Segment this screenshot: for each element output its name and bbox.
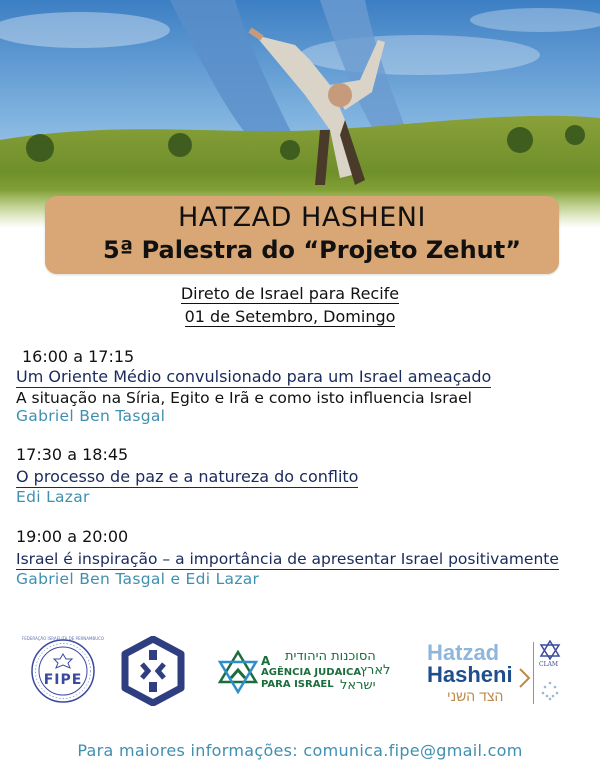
jewish-agency-logo: [215, 648, 405, 698]
session-speaker: Edi Lazar: [16, 488, 90, 506]
event-title: HATZAD HASHENI: [178, 202, 426, 233]
session-speaker: Gabriel Ben Tasgal e Edi Lazar: [16, 570, 260, 588]
venue-text: Direto de Israel para Recife: [180, 284, 400, 303]
session-title: Israel é inspiração – a importância de apresentar Israel positivamente: [16, 550, 559, 568]
session-time: 16:00 a 17:15: [22, 347, 135, 366]
clam-text: CLAM: [539, 661, 559, 668]
sponsor-logos: [0, 630, 600, 720]
date-line: [0, 307, 580, 326]
session-3: [16, 527, 596, 588]
jaf-pt-1: AGÊNCIA JUDAICA: [261, 667, 362, 678]
session-speaker: Gabriel Ben Tasgal: [16, 407, 166, 425]
session-title: Um Oriente Médio convulsionado para um Israel ameaçado: [16, 367, 492, 386]
hatzad-hasheni-logo: [425, 640, 575, 710]
session-title: O processo de paz e a natureza do conflito: [16, 467, 359, 486]
fipe-logo: [21, 636, 105, 704]
hh-line1: Hatzad: [427, 640, 500, 665]
jaf-hebrew-3: ישראל: [340, 678, 376, 693]
title-banner: [45, 196, 559, 274]
fipe-text: FIPE: [43, 672, 83, 688]
jaf-hebrew-2: לארץ: [360, 663, 391, 678]
jaf-pt-2: PARA ISRAEL: [261, 679, 334, 690]
session-description: A situação na Síria, Egito e Irã e como isto influencia Israel: [16, 389, 472, 407]
event-subtitle: 5ª Palestra do “Projeto Zehut”: [102, 236, 521, 264]
chevron-right-icon: [517, 666, 533, 690]
clam-star-icon: [539, 640, 561, 660]
session-time: 17:30 a 18:45: [16, 445, 129, 464]
venue-line: [0, 284, 580, 303]
hh-hebrew: הצד השני: [447, 688, 504, 704]
hero-illustration: [0, 0, 600, 228]
jaf-letter: A: [261, 654, 271, 668]
hero-photo: [0, 0, 600, 228]
session-time: 19:00 a 20:00: [16, 527, 129, 546]
logo-divider: [533, 642, 534, 704]
jaf-hebrew-1: הסוכנות היהודית: [285, 649, 376, 664]
fipe-ring-text: FEDERAÇÃO ISRAELITA DE PERNAMBUCO: [21, 636, 105, 641]
contact-footer: Para maiores informações: comunica.fipe@gmail.com: [77, 741, 523, 760]
session-1: [16, 347, 596, 425]
star-of-david-icon: [217, 650, 259, 694]
hexagon-logo: [120, 636, 186, 706]
date-text: 01 de Setembro, Domingo: [184, 307, 396, 326]
dotted-star-icon: [539, 680, 561, 702]
session-2: [16, 445, 596, 506]
hh-line2: Hasheni: [427, 662, 513, 687]
